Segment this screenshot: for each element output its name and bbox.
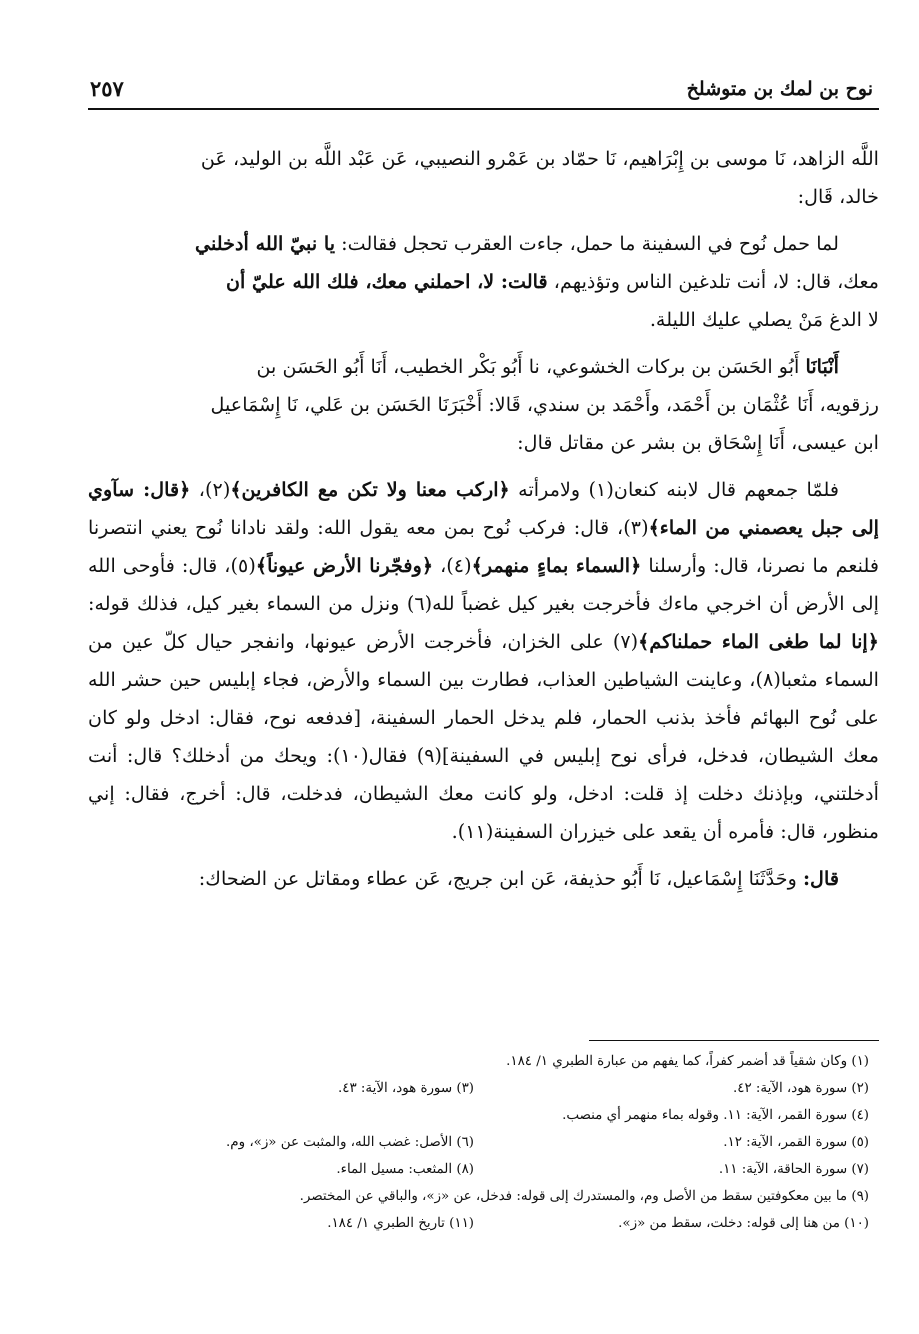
text-run: : ويحك من أدخلك؟ قال: أنت أدخلتني، وبإذنك دخلت إذ قلت: ادخل، ولو كانت معك الشيطان، فدخلت، قال: أخرج، فقال: إني منظور، قال: فأمره أن يقعد على خيزران السفينة (88, 744, 879, 843)
text-run: فلمّا جمعهم قال لابنه كنعان (613, 478, 840, 501)
footnote-5: (٥) سورة القمر، الآية: ١٢. (723, 1135, 869, 1150)
text-run: ، (433, 554, 447, 577)
footnote-6: (٦) الأصل: غضب الله، والمثبت عن «ز»، وم. (226, 1135, 474, 1150)
paragraph-isnad-3 (88, 860, 879, 898)
paragraph-isnad-2 (88, 348, 879, 462)
footnote-11: (١١) تاريخ الطبري ١/ ١٨٤. (327, 1216, 474, 1231)
main-text (88, 140, 879, 907)
text-run: . (451, 820, 458, 843)
text-line: رزقويه، أَنَا عُثْمَان بن أَحْمَد، وأَحْمَد بن سندي، قَالا: أَخْبَرَنَا الحَسَن بن عَلي، نَا إِسْمَاعيل (210, 393, 879, 416)
footnote-ref[interactable]: (٩) (416, 744, 443, 767)
footnote-ref[interactable]: (١) (588, 478, 614, 501)
footnote-ref[interactable]: (٣) (623, 516, 649, 539)
footnote-row (88, 1210, 869, 1237)
qal-keyword: قال: (802, 867, 839, 890)
paragraph-flood-narrative (88, 471, 879, 851)
text-run: فقال (368, 744, 417, 767)
footnote-ref[interactable]: (١٠) (333, 744, 369, 767)
quran-quote: ﴿اركب معنا ولا تكن مع الكافرين﴾ (230, 478, 510, 501)
footnote-list (88, 1048, 869, 1237)
text-line: اللَّه الزاهد، نَا موسى بن إِبْرَاهيم، نَا حمّاد بن عَمْرو النصيبي، عَن عَبْد اللَّه بن الوليد، عَن (200, 147, 879, 170)
text-line: ابن عيسى، أَنَا إِسْحَاق بن بشر عن مقاتل قال: (517, 431, 879, 454)
bold-text-run: يا نبيّ الله أدخلني (195, 232, 336, 255)
footnote-row (88, 1129, 869, 1156)
bold-text-run: قالت: لا، احملني معك، فلك الله عليّ أن (225, 270, 548, 293)
footnote-row (88, 1183, 869, 1210)
footnote-row (88, 1156, 869, 1183)
text-run: معك، قال: لا، أنت تلدغين الناس وتؤذيهم، (547, 270, 879, 293)
footnote-ref[interactable]: (٦) (406, 592, 433, 615)
text-run: ونزل من السماء بغير كيل، فذلك قوله: (88, 592, 407, 615)
quran-quote: ﴿السماء بماءٍ منهمر﴾ (471, 554, 642, 577)
quran-quote: ﴿وفجّرنا الأرض عيوناً﴾ (255, 554, 434, 577)
text-run: ولامرأته (509, 478, 589, 501)
text-line: خالد، قَال: (797, 185, 879, 208)
footnote-2: (٢) سورة هود، الآية: ٤٢. (732, 1081, 869, 1096)
footnote-4: (٤) سورة القمر، الآية: ١١. وقوله بماء منهمر أي منصب. (562, 1108, 869, 1123)
text-run: ، قال: فركب نُوح بمن معه يقول الله: ولقد نادانا نُوح يعني انتصرنا فلنعم ما نصرنا، قال: وأرسلنا (88, 516, 879, 577)
footnote-ref[interactable]: (٢) (205, 478, 231, 501)
paragraph-isnad-1 (88, 140, 879, 216)
footnote-row (88, 1102, 869, 1129)
footnote-8: (٨) المثعب: مسيل الماء. (336, 1162, 474, 1177)
quran-quote: ﴿إنا لما طغى الماء حملناكم﴾ (638, 630, 879, 653)
footnote-separator-rule (589, 1040, 879, 1041)
footnote-1: (١) وكان شقياً قد أضمر كفراً، كما يفهم من عبارة الطبري ١/ ١٨٤. (506, 1054, 869, 1069)
footnote-10: (١٠) من هنا إلى قوله: دخلت، سقط من «ز». (618, 1216, 869, 1231)
footnote-ref[interactable]: (٤) (446, 554, 472, 577)
text-run: لما حمل نُوح في السفينة ما حمل، جاءت العقرب تحجل فقالت: (335, 232, 839, 255)
page-number: ٢٥٧ (90, 76, 124, 101)
anbana-keyword: أَنْبَانَا (805, 355, 839, 378)
quran-quote: ﴿قال: سآوي إلى جبل يعصمني من الماء﴾ (88, 478, 880, 539)
footnote-row (88, 1048, 869, 1075)
running-title: نوح بن لمك بن متوشلخ (686, 78, 873, 100)
footnote-ref[interactable]: (١١) (457, 820, 494, 843)
text-run: ، قال: فأوحى الله إلى الأرض أن اخرجي ماءك فأخرجت بغير كيل غضباً لله (88, 554, 879, 615)
running-header (88, 68, 879, 110)
text-run: ، وعاينت الشياطين العذاب، فطارت بين السماء والأرض، فجاء إبليس حين حشر الله على نُوح البهائم فأخذ بذنب الحمار، فلم يدخل الحمار السفينة، [فدفعه نوح، فقال: ادخل ولو كان معك الشيطان، فدخل، فرأى نوح إبليس في السفينة] (88, 668, 879, 767)
text-line: لا الدغ مَنْ يصلي عليك الليلة. (649, 308, 879, 331)
footnote-3: (٣) سورة هود، الآية: ٤٣. (337, 1081, 474, 1096)
footnote-7: (٧) سورة الحاقة، الآية: ١١. (718, 1162, 869, 1177)
footnote-ref[interactable]: (٥) (230, 554, 256, 577)
footnote-row (88, 1075, 869, 1102)
footnote-ref[interactable]: (٨) (755, 668, 781, 691)
text-run: ، (190, 478, 205, 501)
paragraph-scorpion-story (88, 225, 879, 339)
text-run: وحَدَّثَنَا إِسْمَاعيل، نَا أَبُو حذيفة، عَن ابن جريج، عَن عطاء ومقاتل عن الضحاك: (198, 867, 803, 890)
footnote-ref[interactable]: (٧) (612, 630, 639, 653)
footnote-9: (٩) ما بين معكوفتين سقط من الأصل وم، والمستدرك إلى قوله: فدخل، عن «ز»، والباقي عن المختصر. (299, 1189, 869, 1204)
text-run: أَبُو الحَسَن بن بركات الخشوعي، نا أَبُو بَكْر الخطيب، أَنَا أَبُو الحَسَن بن (256, 355, 806, 378)
text-run: على الخزان، فأخرجت الأرض عيونها، وانفجر حيال كلّ عين من السماء مثعبا (88, 630, 879, 691)
